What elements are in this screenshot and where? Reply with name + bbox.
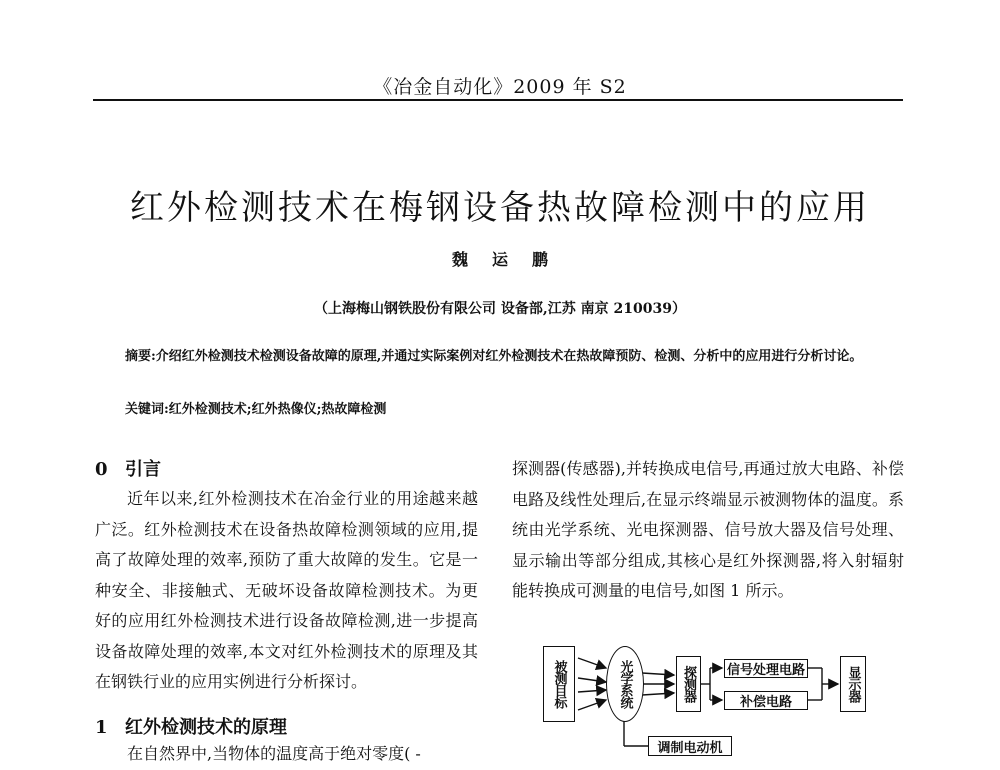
section-1-body: 在自然界中,当物体的温度高于绝对零度( - (127, 744, 421, 763)
paper-title: 红外检测技术在梅钢设备热故障检测中的应用 (130, 188, 870, 228)
optics-ellipse: 光学系统 (606, 646, 644, 722)
section-0-title: 引言 (125, 459, 161, 480)
figure-1-block-diagram (540, 628, 890, 760)
section-1-number: 1 (95, 717, 108, 738)
ray-arrow (642, 673, 674, 675)
section-1-title: 红外检测技术的原理 (125, 717, 287, 738)
display-box: 显示器 (840, 656, 866, 712)
affiliation: （上海梅山钢铁股份有限公司 设备部,江苏 南京 210039） (314, 301, 686, 317)
right-column-text: 探测器(传感器),并转换成电信号,再通过放大电路、补偿电路及线性处理后,在显示终端显示被测物体的温度。系统由光学系统、光电探测器、信号放大器及信号处理、显示输出等部分组成,其核心是红外探测器,将入射辐射能转换成可测量的电信号,如图 1 所示。 (512, 459, 904, 600)
section-1-heading (95, 713, 287, 739)
target-box: 被测目标 (543, 646, 575, 722)
ray-arrow (578, 658, 606, 668)
ray-arrow (642, 693, 674, 695)
author: 魏运鹏 (451, 250, 572, 269)
ray-arrow (578, 678, 606, 682)
ray-arrow (578, 700, 606, 710)
signal-processing-box: 信号处理电路 (724, 659, 808, 678)
section-0-number: 0 (95, 459, 108, 480)
section-0-heading (95, 455, 161, 481)
section-0-body: 近年以来,红外检测技术在冶金行业的用途越来越广泛。红外检测技术在设备热故障检测领域的应用,提高了故障处理的效率,预防了重大故障的发生。它是一种安全、非接触式、无破坏设备故障检测技术。为更好的应用红外检测技术进行设备故障检测,进一步提高设备故障处理的效率,本文对红外检测技术的原理及其在钢铁行业的应用实例进行分析探讨。 (95, 489, 478, 691)
compensation-box: 补偿电路 (724, 691, 808, 710)
ray-arrow (578, 690, 606, 692)
modulator-box: 调制电动机 (648, 736, 732, 756)
detector-box: 探测器 (676, 656, 701, 712)
abstract: 摘要:介绍红外检测技术检测设备故障的原理,并通过实际案例对红外检测技术在热故障预防、检测、分析中的应用进行分析讨论。 (125, 349, 863, 364)
header-rule (93, 99, 903, 101)
journal-header: 《冶金自动化》2009 年 S2 (373, 76, 627, 98)
keywords: 关键词:红外检测技术;红外热像仪;热故障检测 (125, 402, 387, 417)
